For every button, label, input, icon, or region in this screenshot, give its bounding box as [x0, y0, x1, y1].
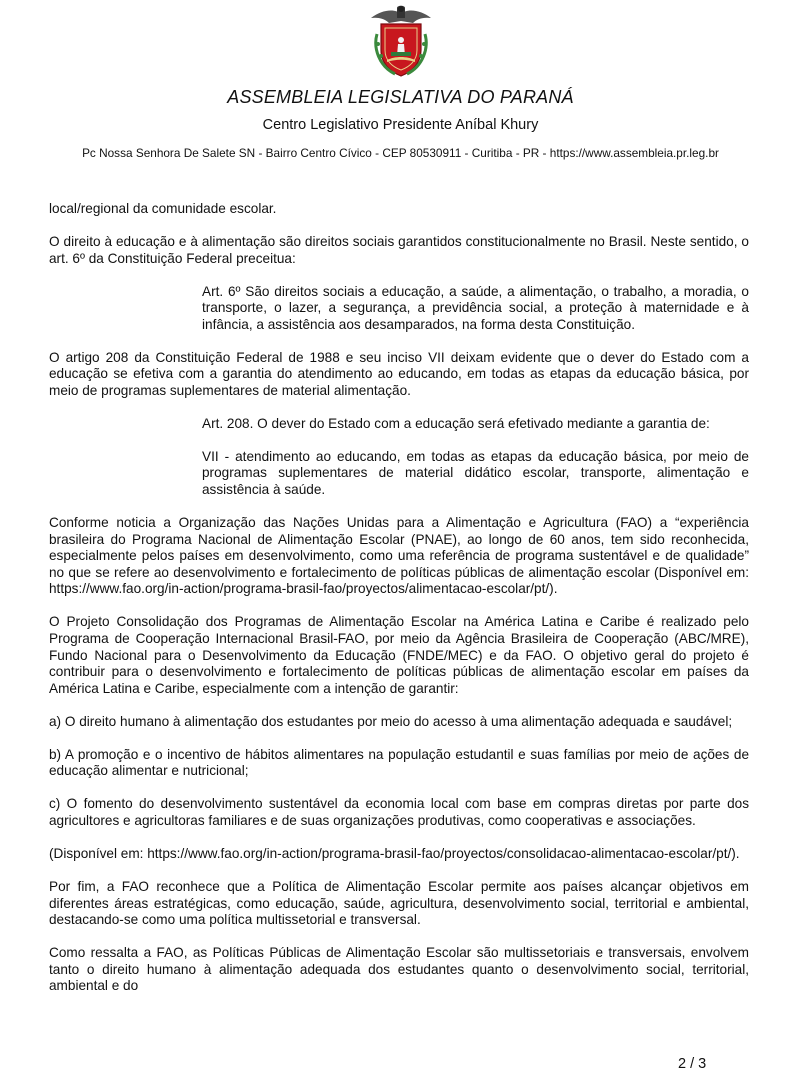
paragraph: Conforme noticia a Organização das Nações Unidas para a Alimentação e Agricultura (FAO) a “experiência brasileira do Programa Nacional de Alimentação Escolar (PNAE), ao longo de 60 anos, tem sido reconhecida, especialmente pelos países em desenvolvimento, como uma referência de programa sustentável e de qualidade” no que se refere ao desenvolvimento e fortalecimento de políticas públicas de alimentação escolar (Disponível em: https://www.fao.org/in-action/programa-brasil-fao/proyectos/alimentacao-escolar/pt/). — [49, 515, 749, 597]
parana-coat-of-arms-icon — [367, 4, 435, 80]
document-body — [49, 201, 749, 995]
paragraph: O artigo 208 da Constituição Federal de 1988 e seu inciso VII deixam evidente que o dever do Estado com a educação se efetiva com a garantia do atendimento ao educando, em todas as etapas da educação básica, por meio de programas suplementares de material alimentação. — [49, 349, 749, 398]
legal-quote: VII - atendimento ao educando, em todas as etapas da educação básica, por meio de programas suplementares de material didático escolar, transporte, alimentação e assistência à saúde. — [202, 448, 749, 498]
paragraph: (Disponível em: https://www.fao.org/in-action/programa-brasil-fao/proyectos/consolidacao-alimentacao-escolar/pt/). — [49, 845, 740, 861]
page-number: 2 / 3 — [678, 1056, 707, 1072]
institution-address: Pc Nossa Senhora De Salete SN - Bairro Centro Cívico - CEP 80530911 - Curitiba - PR - https://www.assembleia.pr.leg.br — [82, 146, 719, 160]
list-item: b) A promoção e o incentivo de hábitos alimentares na população estudantil e suas famílias por meio de ações de educação alimentar e nutricional; — [49, 746, 749, 779]
paragraph: Por fim, a FAO reconhece que a Política de Alimentação Escolar permite aos países alcançar objetivos em diferentes áreas estratégicas, como educação, saúde, agricultura, desenvolvimento social, territorial e ambiental, destacando-se como uma política multissetorial e transversal. — [49, 878, 749, 928]
paragraph: O Projeto Consolidação dos Programas de Alimentação Escolar na América Latina e Caribe é realizado pelo Programa de Cooperação Internacional Brasil-FAO, por meio da Agência Brasileira de Cooperação (ABC/MRE), Fundo Nacional para o Desenvolvimento da Educação (FNDE/MEC) e da FAO. O objetivo geral do projeto é contribuir para o desenvolvimento e fortalecimento de políticas públicas de alimentação escolar em países da América Latina e Caribe, especialmente com a intenção de garantir: — [49, 614, 749, 696]
paragraph: O direito à educação e à alimentação são direitos sociais garantidos constitucionalmente no Brasil. Neste sentido, o art. 6º da Constituição Federal preceitua: — [49, 233, 749, 266]
list-item: a) O direito humano à alimentação dos estudantes por meio do acesso à uma alimentação adequada e saudável; — [49, 713, 733, 729]
institution-subtitle: Centro Legislativo Presidente Aníbal Khury — [262, 117, 539, 133]
legal-quote: Art. 6º São direitos sociais a educação, a saúde, a alimentação, o trabalho, a moradia, o transporte, o lazer, a segurança, a previdência social, a proteção à maternidade e à infância, a assistência aos desamparados, na forma desta Constituição. — [202, 283, 749, 332]
legal-quote: Art. 208. O dever do Estado com a educação será efetivado mediante a garantia de: — [202, 415, 710, 431]
institution-title: ASSEMBLEIA LEGISLATIVA DO PARANÁ — [227, 87, 574, 107]
list-item: c) O fomento do desenvolvimento sustentável da economia local com base em compras diretas por parte dos agricultores e agricultoras familiares e de suas organizações produtivas, como cooperativas e associações. — [49, 796, 749, 828]
paragraph: local/regional da comunidade escolar. — [49, 201, 277, 216]
paragraph: Como ressalta a FAO, as Políticas Públicas de Alimentação Escolar são multissetoriais e transversais, envolvem tanto o direito humano à alimentação adequada dos estudantes quanto o desenvolvimento social, territorial, ambiental e do — [49, 945, 749, 994]
